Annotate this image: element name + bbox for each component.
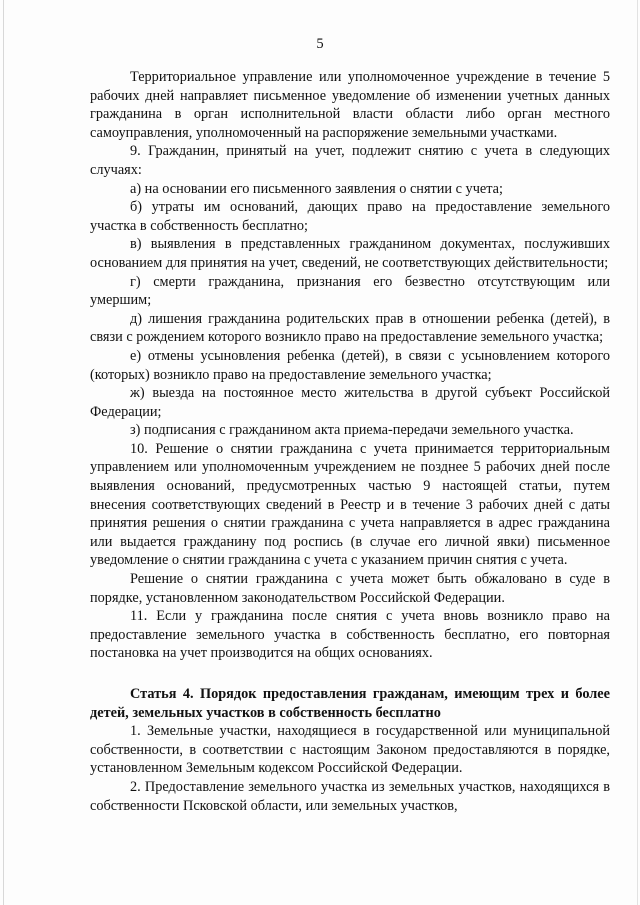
list-item: д) лишения гражданина родительских прав в отношении ребенка (детей), в связи с рождением которого возникло право на предоставление земельного участка; — [90, 310, 610, 346]
scan-edge-left — [3, 0, 4, 905]
paragraph: Территориальное управление или уполномоченное учреждение в течение 5 рабочих дней направляет письменное уведомление об изменении учетных данных гражданина в орган исполнительной власти области либо орган местного самоуправления, уполномоченный на распоряжение земельными участками. — [90, 69, 610, 141]
list-item: е) отмены усыновления ребенка (детей), в связи с усыновлением которого (которых) возникло право на предоставление земельного участка; — [90, 347, 610, 383]
paragraph: 11. Если у гражданина после снятия с учета вновь возникло право на предоставление земельного участка в собственность бесплатно, его повторная постановка на учет производится на общих основаниях. — [90, 608, 610, 662]
list-item: б) утраты им оснований, дающих право на предоставление земельного участка в собственность бесплатно; — [90, 199, 610, 234]
list-item: з) подписания с гражданином акта приема-передачи земельного участка. — [130, 422, 574, 439]
list-item: г) смерти гражданина, признания его безвестно отсутствующим или умершим; — [90, 273, 610, 309]
article-heading: Статья 4. Порядок предоставления гражданам, имеющим трех и более детей, земельных участков в собственность бесплатно — [90, 686, 610, 721]
paragraph: 10. Решение о снятии гражданина с учета принимается территориальным управлением или уполномоченным учреждением не позднее 5 рабочих дней после выявления оснований, предусмотренных частью 9 настоящей статьи, путем внесения соответствующих сведений в Реестр и в течение 3 рабочих дней с даты принятия решения о снятии гражданина с учета направляется в адрес гражданина или выдается гражданину под роспись (в случае его личной явки) письменное уведомление о снятии гражданина с учета с указанием причин снятия с учета. — [90, 440, 610, 569]
list-item: ж) выезда на постоянное место жительства в другой субъект Российской Федерации; — [90, 385, 610, 420]
paragraph: Решение о снятии гражданина с учета может быть обжаловано в суде в порядке, установленном законодательством Российской Федерации. — [90, 571, 610, 606]
paragraph: 1. Земельные участки, находящиеся в государственной или муниципальной собственности, в соответствии с настоящим Законом предоставляются в порядке, установленном Земельным кодексом Российской Федерации. — [90, 723, 610, 777]
paragraph: 2. Предоставление земельного участка из земельных участков, находящихся в собственности Псковской области, или земельных участков, — [90, 778, 610, 814]
page-number: 5 — [316, 36, 324, 52]
list-item: в) выявления в представленных гражданином документах, послуживших основанием для принятия на учет, сведений, не соответствующих действительности; — [90, 236, 610, 271]
scan-edge-right — [637, 0, 638, 905]
paragraph: 9. Гражданин, принятый на учет, подлежит снятию с учета в следующих случаях: — [90, 143, 610, 178]
list-item: а) на основании его письменного заявления о снятии с учета; — [130, 180, 503, 197]
document-body — [90, 68, 610, 815]
